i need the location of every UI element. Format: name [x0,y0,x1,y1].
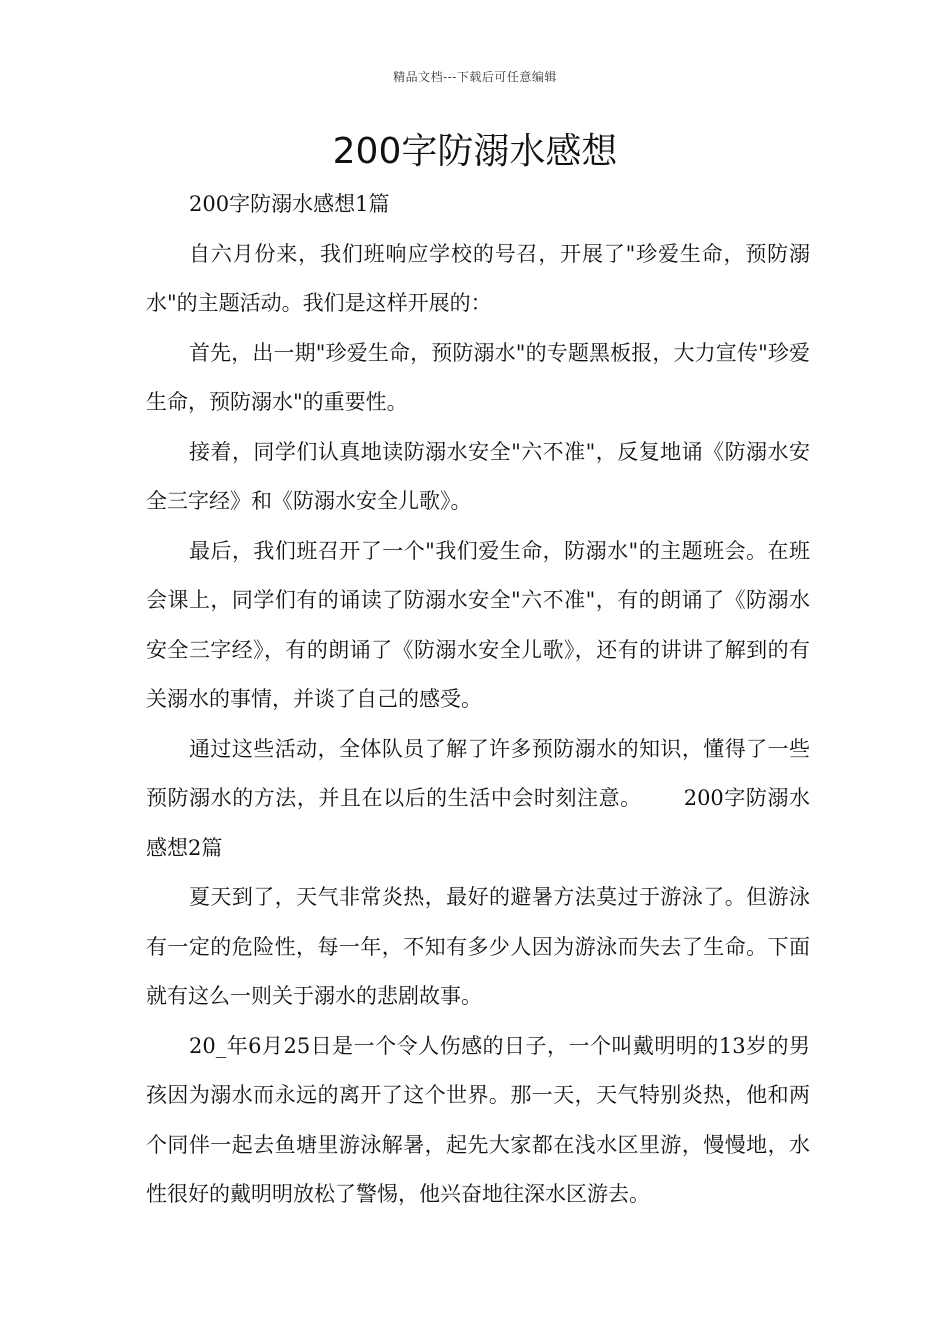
paragraph-2: 首先，出一期"珍爱生命，预防溺水"的专题黑板报，大力宣传"珍爱生命，预防溺水"的重要性。 [146,340,810,414]
paragraph-1: 自六月份来，我们班响应学校的号召，开展了"珍爱生命，预防溺水"的主题活动。我们是这样开展的： [146,241,810,315]
paragraph-7: 20_年6月25日是一个令人伤感的日子，一个叫戴明明的13岁的男孩因为溺水而永远的离开了这个世界。那一天，天气特别炎热，他和两个同伴一起去鱼塘里游泳解暑，起先大家都在浅水区里游，慢慢地，水性很好的戴明明放松了警惕，他兴奋地往深水区游去。 [146,1033,810,1206]
paragraph-5-text: 通过这些活动，全体队员了解了许多预防溺水的知识，懂得了一些预防溺水的方法，并且在以后的生活中会时刻注意。 [146,736,810,810]
paragraph-3: 接着，同学们认真地读防溺水安全"六不准"，反复地诵《防溺水安全三字经》和《防溺水安全儿歌》。 [146,439,810,513]
paragraph-5 [146,725,810,874]
paragraph-4: 最后，我们班召开了一个"我们爱生命，防溺水"的主题班会。在班会课上，同学们有的诵读了防溺水安全"六不准"，有的朗诵了《防溺水安全三字经》，有的朗诵了《防溺水安全儿歌》，还有的讲讲了解到的有关溺水的事情，并谈了自己的感受。 [146,538,810,711]
document-title: 200字防溺水感想 [332,131,618,172]
page-header-note: 精品文档---下载后可任意编辑 [393,70,557,84]
section-1-heading: 200字防溺水感想1篇 [189,192,390,216]
paragraph-6: 夏天到了，天气非常炎热，最好的避暑方法莫过于游泳了。但游泳有一定的危险性，每一年，不知有多少人因为游泳而失去了生命。下面就有这么一则关于溺水的悲剧故事。 [146,885,810,1008]
document-body [146,180,810,1220]
section-2-heading: 200字防溺水感想2篇 [146,786,810,860]
